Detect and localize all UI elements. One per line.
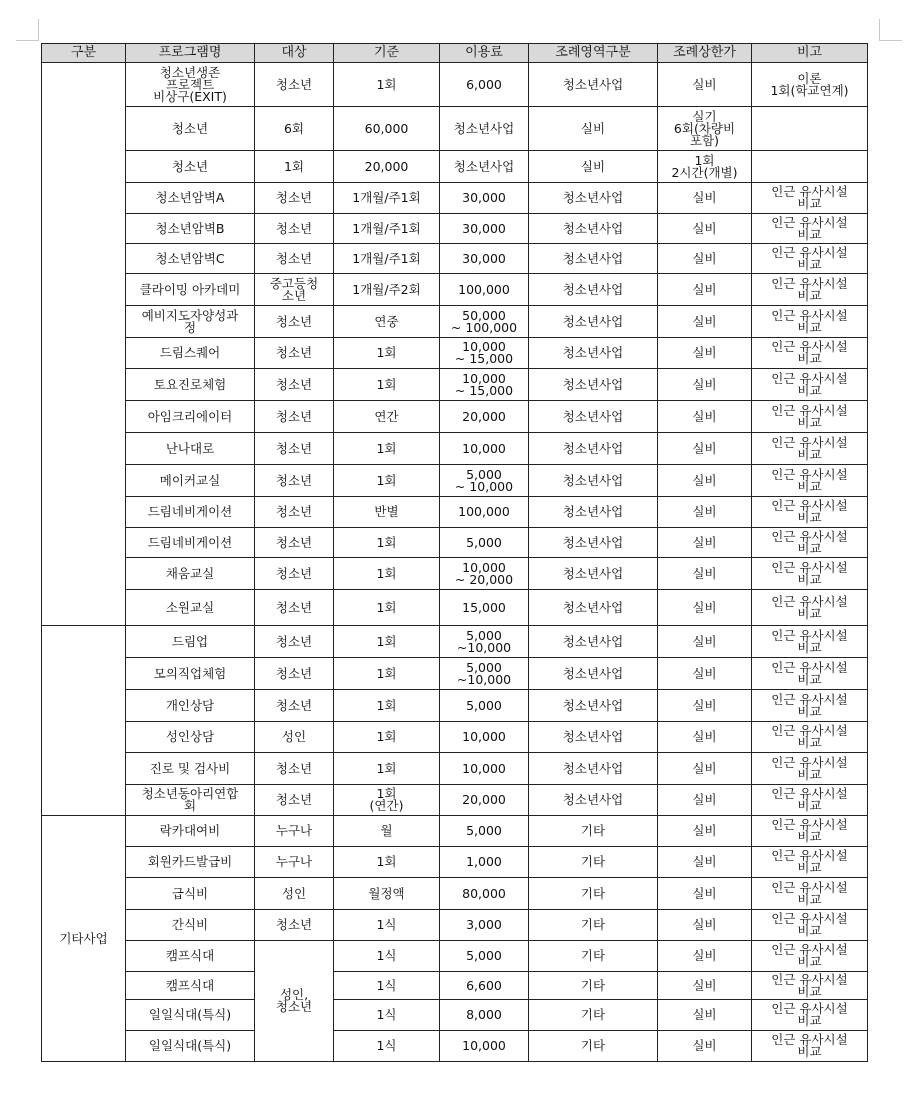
table-row xyxy=(42,214,868,244)
fee-cell: 50,000 ~ 100,000 xyxy=(440,306,529,338)
ordinance-cap-cell: 실비 xyxy=(658,433,752,465)
fee-cell: 5,000 ~10,000 xyxy=(440,658,529,690)
header-cell-note: 비고 xyxy=(752,44,868,63)
table-row xyxy=(42,274,868,306)
basis-cell: 연중 xyxy=(334,306,440,338)
note-cell: 인근 유사시설 비교 xyxy=(752,972,868,1000)
note-cell xyxy=(752,107,868,151)
ordinance-area-cell: 청소년사업 xyxy=(529,183,658,214)
fee-cell: 10,000 ~ 15,000 xyxy=(440,369,529,401)
header-cell-ordinance-area: 조례영역구분 xyxy=(529,44,658,63)
target-cell: 청소년 xyxy=(255,785,334,816)
basis-cell: 1회 xyxy=(334,590,440,626)
note-cell: 이론 1회(학교연계) xyxy=(752,63,868,107)
basis-cell: 1회 xyxy=(334,753,440,785)
ordinance-area-cell: 청소년사업 xyxy=(529,558,658,590)
ordinance-area-cell: 청소년사업 xyxy=(529,658,658,690)
ordinance-cap-cell: 실비 xyxy=(658,941,752,972)
note-cell: 인근 유사시설 비교 xyxy=(752,1000,868,1031)
program-cell: 채움교실 xyxy=(126,558,255,590)
ordinance-cap-cell: 실비 xyxy=(658,690,752,722)
ordinance-area-cell: 청소년사업 xyxy=(529,690,658,722)
fee-cell: 20,000 xyxy=(440,401,529,433)
table-row xyxy=(42,590,868,626)
fee-cell: 5,000 xyxy=(440,941,529,972)
table-row xyxy=(42,244,868,274)
ordinance-cap-cell: 실비 xyxy=(658,847,752,878)
fee-cell: 30,000 xyxy=(440,244,529,274)
header-cell-fee: 이용료 xyxy=(440,44,529,63)
program-cell: 일일식대(특식) xyxy=(126,1031,255,1062)
ordinance-cap-cell: 1회 2시간(개별) xyxy=(658,151,752,183)
basis-cell: 1회 xyxy=(334,433,440,465)
note-cell: 인근 유사시설 비교 xyxy=(752,847,868,878)
ordinance-area-cell: 기타 xyxy=(529,910,658,941)
note-cell: 인근 유사시설 비교 xyxy=(752,306,868,338)
target-cell-merged: 성인, 청소년 xyxy=(255,941,334,1062)
target-cell: 청소년 xyxy=(255,658,334,690)
target-cell: 청소년 xyxy=(255,306,334,338)
fee-cell: 6,000 xyxy=(440,63,529,107)
ordinance-area-cell: 기타 xyxy=(529,941,658,972)
ordinance-cap-cell: 실비 xyxy=(658,401,752,433)
table-row xyxy=(42,816,868,847)
ordinance-area-cell: 청소년사업 xyxy=(529,626,658,658)
ordinance-cap-cell: 실비 xyxy=(658,658,752,690)
target-cell: 중고등청 소년 xyxy=(255,274,334,306)
note-cell: 인근 유사시설 비교 xyxy=(752,369,868,401)
ordinance-area-cell: 청소년사업 xyxy=(529,63,658,107)
ordinance-cap-cell: 실비 xyxy=(658,626,752,658)
program-cell: 예비지도자양성과 정 xyxy=(126,306,255,338)
ordinance-cap-cell: 실비 xyxy=(658,910,752,941)
ordinance-area-cell: 기타 xyxy=(529,847,658,878)
target-cell: 청소년 xyxy=(255,590,334,626)
target-cell: 성인 xyxy=(255,878,334,910)
ordinance-area-cell: 기타 xyxy=(529,1031,658,1062)
ordinance-cap-cell: 실비 xyxy=(658,1000,752,1031)
basis-cell: 1식 xyxy=(334,1000,440,1031)
basis-cell: 연간 xyxy=(334,401,440,433)
basis-cell: 반별 xyxy=(334,497,440,528)
ordinance-area-cell: 청소년사업 xyxy=(529,306,658,338)
table-row xyxy=(42,558,868,590)
basis-cell: 1회 xyxy=(334,528,440,558)
basis-cell: 1식 xyxy=(334,941,440,972)
ordinance-cap-cell: 실비 xyxy=(658,972,752,1000)
fee-cell: 10,000 xyxy=(440,753,529,785)
ordinance-area-cell: 청소년사업 xyxy=(529,785,658,816)
ordinance-area-cell: 청소년사업 xyxy=(529,465,658,497)
note-cell: 인근 유사시설 비교 xyxy=(752,816,868,847)
fee-cell: 5,000 ~10,000 xyxy=(440,626,529,658)
table-row xyxy=(42,1031,868,1062)
category-cell: 기타사업 xyxy=(42,816,126,1062)
ordinance-area-cell: 청소년사업 xyxy=(529,338,658,369)
ordinance-area-cell: 기타 xyxy=(529,816,658,847)
ordinance-area-cell: 청소년사업 xyxy=(529,497,658,528)
ordinance-cap-cell: 실비 xyxy=(658,878,752,910)
target-cell: 청소년 xyxy=(255,910,334,941)
fee-cell: 100,000 xyxy=(440,497,529,528)
target-cell: 청소년 xyxy=(255,690,334,722)
table-row xyxy=(42,306,868,338)
basis-cell: 1회 xyxy=(334,722,440,753)
basis-cell: 월 xyxy=(334,816,440,847)
note-cell: 인근 유사시설 비교 xyxy=(752,214,868,244)
target-cell: 청소년 xyxy=(255,433,334,465)
basis-cell: 1회 xyxy=(334,369,440,401)
header-cell-basis: 기준 xyxy=(334,44,440,63)
program-cell: 클라이밍 아카데미 xyxy=(126,274,255,306)
basis-cell: 1회 xyxy=(334,658,440,690)
ordinance-cap-cell: 실비 xyxy=(658,497,752,528)
ordinance-cap-cell: 실비 xyxy=(658,306,752,338)
ordinance-area-cell: 청소년사업 xyxy=(529,369,658,401)
fee-cell: 30,000 xyxy=(440,183,529,214)
table-body xyxy=(42,63,868,1062)
fee-cell: 10,000 xyxy=(440,722,529,753)
program-cell: 청소년동아리연합 회 xyxy=(126,785,255,816)
basis-cell: 1회 (연간) xyxy=(334,785,440,816)
target-cell: 성인 xyxy=(255,722,334,753)
table-row xyxy=(42,1000,868,1031)
target-cell: 청소년 xyxy=(255,497,334,528)
table-row xyxy=(42,63,868,107)
header-row xyxy=(42,44,868,63)
fee-cell: 6,600 xyxy=(440,972,529,1000)
basis-cell: 1회 xyxy=(334,626,440,658)
fee-cell: 10,000 ~ 20,000 xyxy=(440,558,529,590)
ordinance-cap-cell: 실비 xyxy=(658,183,752,214)
note-cell: 인근 유사시설 비교 xyxy=(752,433,868,465)
program-cell: 청소년 xyxy=(126,151,255,183)
table-row xyxy=(42,401,868,433)
program-cell: 아임크리에이터 xyxy=(126,401,255,433)
ordinance-cap-cell: 실비 xyxy=(658,590,752,626)
crop-mark-top-right xyxy=(879,19,902,41)
note-cell: 인근 유사시설 비교 xyxy=(752,183,868,214)
target-cell: 청소년 xyxy=(255,183,334,214)
program-cell: 소원교실 xyxy=(126,590,255,626)
target-cell: 청소년 xyxy=(255,528,334,558)
basis-cell: 1회 xyxy=(334,558,440,590)
ordinance-cap-cell: 실비 xyxy=(658,465,752,497)
note-cell: 인근 유사시설 비교 xyxy=(752,690,868,722)
ordinance-area-cell: 청소년사업 xyxy=(529,244,658,274)
note-cell: 인근 유사시설 비교 xyxy=(752,878,868,910)
ordinance-area-cell: 청소년사업 xyxy=(529,401,658,433)
fee-cell: 10,000 ~ 15,000 xyxy=(440,338,529,369)
note-cell: 인근 유사시설 비교 xyxy=(752,590,868,626)
basis-cell: 20,000 xyxy=(334,151,440,183)
ordinance-cap-cell: 실비 xyxy=(658,528,752,558)
basis-cell: 1개월/주1회 xyxy=(334,183,440,214)
fee-cell: 80,000 xyxy=(440,878,529,910)
table-row xyxy=(42,941,868,972)
header-cell-ordinance-cap: 조례상한가 xyxy=(658,44,752,63)
target-cell: 누구나 xyxy=(255,847,334,878)
note-cell: 인근 유사시설 비교 xyxy=(752,338,868,369)
ordinance-area-cell: 청소년사업 xyxy=(529,274,658,306)
ordinance-cap-cell: 실비 xyxy=(658,1031,752,1062)
table-row xyxy=(42,690,868,722)
program-cell: 청소년 xyxy=(126,107,255,151)
note-cell: 인근 유사시설 비교 xyxy=(752,528,868,558)
fee-cell: 100,000 xyxy=(440,274,529,306)
program-cell: 성인상담 xyxy=(126,722,255,753)
target-cell: 1회 xyxy=(255,151,334,183)
program-cell: 급식비 xyxy=(126,878,255,910)
target-cell: 청소년 xyxy=(255,63,334,107)
basis-cell: 1식 xyxy=(334,1031,440,1062)
ordinance-area-cell: 실비 xyxy=(529,151,658,183)
fee-cell: 10,000 xyxy=(440,433,529,465)
program-cell: 토요진로체험 xyxy=(126,369,255,401)
table-row xyxy=(42,910,868,941)
note-cell: 인근 유사시설 비교 xyxy=(752,785,868,816)
ordinance-cap-cell: 실비 xyxy=(658,244,752,274)
fee-cell: 1,000 xyxy=(440,847,529,878)
program-cell: 락카대여비 xyxy=(126,816,255,847)
ordinance-cap-cell: 실비 xyxy=(658,785,752,816)
program-cell: 진로 및 검사비 xyxy=(126,753,255,785)
ordinance-cap-cell: 실비 xyxy=(658,338,752,369)
table-row xyxy=(42,433,868,465)
table-row xyxy=(42,972,868,1000)
basis-cell: 1회 xyxy=(334,690,440,722)
table-row xyxy=(42,465,868,497)
note-cell: 인근 유사시설 비교 xyxy=(752,1031,868,1062)
table-row xyxy=(42,497,868,528)
program-cell: 드림업 xyxy=(126,626,255,658)
program-cell: 모의직업체험 xyxy=(126,658,255,690)
table-row xyxy=(42,878,868,910)
basis-cell: 1개월/주1회 xyxy=(334,214,440,244)
basis-cell: 1식 xyxy=(334,972,440,1000)
program-cell: 캠프식대 xyxy=(126,972,255,1000)
fee-cell: 5,000 xyxy=(440,528,529,558)
table-row xyxy=(42,107,868,151)
table-row xyxy=(42,369,868,401)
note-cell: 인근 유사시설 비교 xyxy=(752,626,868,658)
note-cell: 인근 유사시설 비교 xyxy=(752,497,868,528)
ordinance-area-cell: 기타 xyxy=(529,1000,658,1031)
basis-cell: 1식 xyxy=(334,910,440,941)
target-cell: 청소년 xyxy=(255,401,334,433)
basis-cell: 1회 xyxy=(334,63,440,107)
note-cell: 인근 유사시설 비교 xyxy=(752,753,868,785)
ordinance-cap-cell: 실비 xyxy=(658,722,752,753)
target-cell: 청소년 xyxy=(255,465,334,497)
ordinance-area-cell: 기타 xyxy=(529,878,658,910)
ordinance-cap-cell: 실비 xyxy=(658,753,752,785)
header-cell-target: 대상 xyxy=(255,44,334,63)
program-cell: 회원카드발급비 xyxy=(126,847,255,878)
note-cell: 인근 유사시설 비교 xyxy=(752,722,868,753)
ordinance-cap-cell: 실비 xyxy=(658,63,752,107)
table-row xyxy=(42,151,868,183)
note-cell: 인근 유사시설 비교 xyxy=(752,910,868,941)
target-cell: 청소년 xyxy=(255,244,334,274)
ordinance-cap-cell: 실비 xyxy=(658,369,752,401)
ordinance-area-cell: 청소년사업 xyxy=(529,590,658,626)
table-row xyxy=(42,626,868,658)
ordinance-area-cell: 청소년사업 xyxy=(529,528,658,558)
ordinance-area-cell: 청소년사업 xyxy=(529,722,658,753)
program-cell: 청소년암벽C xyxy=(126,244,255,274)
note-cell: 인근 유사시설 비교 xyxy=(752,465,868,497)
program-cell: 메이커교실 xyxy=(126,465,255,497)
basis-cell: 1회 xyxy=(334,338,440,369)
target-cell: 6회 xyxy=(255,107,334,151)
table-row xyxy=(42,183,868,214)
ordinance-area-cell: 실비 xyxy=(529,107,658,151)
fee-cell: 20,000 xyxy=(440,785,529,816)
fee-cell: 5,000 xyxy=(440,690,529,722)
program-cell: 간식비 xyxy=(126,910,255,941)
fee-cell: 30,000 xyxy=(440,214,529,244)
target-cell: 청소년 xyxy=(255,626,334,658)
target-cell: 누구나 xyxy=(255,816,334,847)
header-cell-category: 구분 xyxy=(42,44,126,63)
basis-cell: 1회 xyxy=(334,847,440,878)
fee-cell: 청소년사업 xyxy=(440,151,529,183)
fee-cell: 5,000 ~ 10,000 xyxy=(440,465,529,497)
category-cell xyxy=(42,626,126,816)
program-cell: 드림스퀘어 xyxy=(126,338,255,369)
basis-cell: 월정액 xyxy=(334,878,440,910)
program-cell: 청소년생존 프로젝트 비상구(EXIT) xyxy=(126,63,255,107)
table-row xyxy=(42,528,868,558)
fee-cell: 청소년사업 xyxy=(440,107,529,151)
category-cell xyxy=(42,63,126,626)
program-cell: 난나대로 xyxy=(126,433,255,465)
note-cell: 인근 유사시설 비교 xyxy=(752,401,868,433)
ordinance-area-cell: 청소년사업 xyxy=(529,214,658,244)
target-cell: 청소년 xyxy=(255,558,334,590)
note-cell: 인근 유사시설 비교 xyxy=(752,244,868,274)
ordinance-area-cell: 청소년사업 xyxy=(529,753,658,785)
basis-cell: 1회 xyxy=(334,465,440,497)
table-row xyxy=(42,722,868,753)
program-cell: 일일식대(특식) xyxy=(126,1000,255,1031)
ordinance-cap-cell: 실기 6회(차량비 포함) xyxy=(658,107,752,151)
program-cell: 캠프식대 xyxy=(126,941,255,972)
fee-cell: 15,000 xyxy=(440,590,529,626)
header-cell-program: 프로그램명 xyxy=(126,44,255,63)
table-row xyxy=(42,658,868,690)
fee-cell: 10,000 xyxy=(440,1031,529,1062)
target-cell: 청소년 xyxy=(255,214,334,244)
table-row xyxy=(42,785,868,816)
note-cell xyxy=(752,151,868,183)
basis-cell: 1개월/주1회 xyxy=(334,244,440,274)
basis-cell: 60,000 xyxy=(334,107,440,151)
target-cell: 청소년 xyxy=(255,369,334,401)
target-cell: 청소년 xyxy=(255,338,334,369)
program-cell: 개인상담 xyxy=(126,690,255,722)
table-row xyxy=(42,753,868,785)
fee-cell: 3,000 xyxy=(440,910,529,941)
crop-mark-top-left xyxy=(16,19,39,41)
fee-cell: 8,000 xyxy=(440,1000,529,1031)
note-cell: 인근 유사시설 비교 xyxy=(752,658,868,690)
target-cell: 청소년 xyxy=(255,753,334,785)
note-cell: 인근 유사시설 비교 xyxy=(752,274,868,306)
program-cell: 드림네비게이션 xyxy=(126,497,255,528)
table-row xyxy=(42,338,868,369)
ordinance-area-cell: 청소년사업 xyxy=(529,433,658,465)
ordinance-cap-cell: 실비 xyxy=(658,214,752,244)
program-cell: 드림네비게이션 xyxy=(126,528,255,558)
program-cell: 청소년암벽B xyxy=(126,214,255,244)
note-cell: 인근 유사시설 비교 xyxy=(752,558,868,590)
ordinance-cap-cell: 실비 xyxy=(658,558,752,590)
ordinance-area-cell: 기타 xyxy=(529,972,658,1000)
ordinance-cap-cell: 실비 xyxy=(658,274,752,306)
note-cell: 인근 유사시설 비교 xyxy=(752,941,868,972)
basis-cell: 1개월/주2회 xyxy=(334,274,440,306)
ordinance-cap-cell: 실비 xyxy=(658,816,752,847)
program-cell: 청소년암벽A xyxy=(126,183,255,214)
table-row xyxy=(42,847,868,878)
fee-cell: 5,000 xyxy=(440,816,529,847)
fee-table xyxy=(41,43,868,1062)
